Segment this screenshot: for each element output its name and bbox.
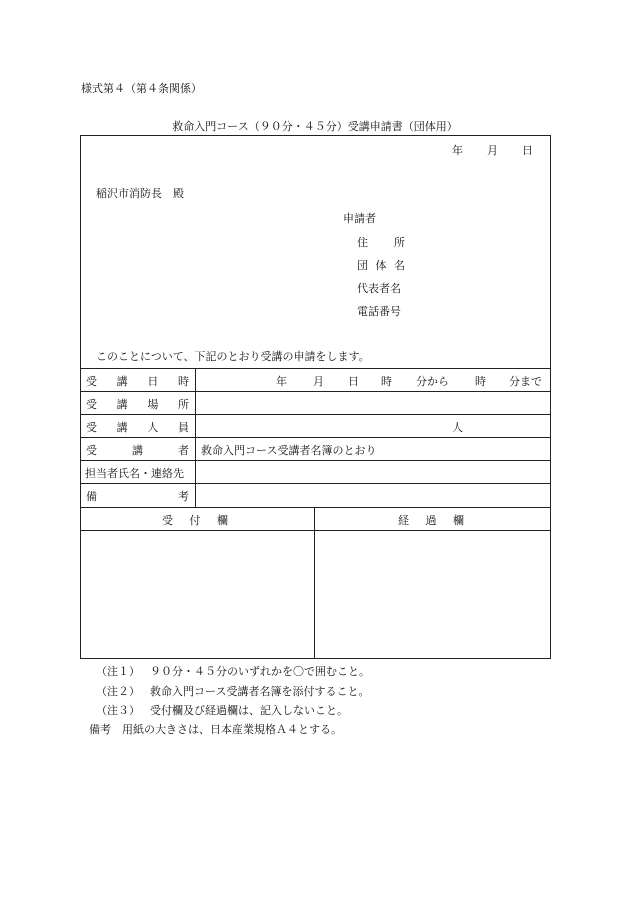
date-part-from: 分から bbox=[416, 375, 449, 388]
addressee: 稲沢市消防長 殿 bbox=[96, 187, 184, 200]
bottom-column-divider bbox=[314, 507, 315, 659]
applicant-rep-label: 代表者名 bbox=[357, 282, 401, 295]
progress-header: 経 過 欄 bbox=[398, 514, 464, 527]
date-part-until: 分まで bbox=[509, 375, 542, 388]
note-2-text: 救命入門コース受講者名簿を添付すること。 bbox=[150, 685, 370, 698]
note-3-tag: （注３） bbox=[96, 704, 140, 717]
remark-footer: 備考 用紙の大きさは、日本産業規格Ａ４とする。 bbox=[89, 723, 342, 736]
row-divider bbox=[80, 460, 551, 461]
row-label-remarks: 備 考 bbox=[86, 490, 189, 503]
form-title: 救命入門コース（９０分・４５分）受講申請書（団体用） bbox=[172, 120, 458, 133]
form-reference: 様式第４（第４条関係） bbox=[81, 82, 202, 95]
row-label-attendee: 受 講 者 bbox=[86, 444, 189, 457]
note-3-text: 受付欄及び経過欄は、記入しないこと。 bbox=[150, 704, 348, 717]
date-part-day: 日 bbox=[348, 375, 359, 388]
reception-header: 受 付 欄 bbox=[162, 514, 228, 527]
row-divider bbox=[80, 530, 551, 531]
label-column-divider bbox=[195, 368, 196, 507]
row-label-place: 受 講 場 所 bbox=[86, 398, 189, 411]
date-part-hour: 時 bbox=[381, 375, 392, 388]
request-statement: このことについて、下記のとおり受講の申請をします。 bbox=[96, 350, 370, 363]
row-label-contact: 担当者氏名・連絡先 bbox=[85, 467, 184, 480]
applicant-address-label: 住 所 bbox=[357, 236, 405, 249]
date-day-label: 日 bbox=[522, 144, 533, 157]
applicant-phone-label: 電話番号 bbox=[357, 305, 401, 318]
note-1-tag: （注１） bbox=[96, 665, 140, 678]
row-divider bbox=[80, 414, 551, 415]
attendee-value: 救命入門コース受講者名簿のとおり bbox=[201, 444, 377, 457]
row-divider bbox=[80, 507, 551, 508]
date-part-year: 年 bbox=[276, 375, 287, 388]
note-1-text: ９０分・４５分のいずれかを〇で囲むこと。 bbox=[150, 665, 370, 678]
applicant-heading: 申請者 bbox=[343, 212, 376, 225]
note-2-tag: （注２） bbox=[96, 685, 140, 698]
date-year-label: 年 bbox=[452, 144, 463, 157]
row-label-date: 受 講 日 時 bbox=[86, 375, 189, 388]
date-part-hour-end: 時 bbox=[475, 375, 486, 388]
row-label-count: 受 講 人 員 bbox=[86, 421, 189, 434]
row-divider bbox=[80, 391, 551, 392]
row-divider bbox=[80, 483, 551, 484]
count-unit: 人 bbox=[452, 421, 463, 434]
date-month-label: 月 bbox=[487, 144, 498, 157]
date-part-month: 月 bbox=[313, 375, 324, 388]
row-divider bbox=[80, 437, 551, 438]
row-divider bbox=[80, 368, 551, 369]
applicant-org-label: 団 体 名 bbox=[357, 259, 405, 272]
